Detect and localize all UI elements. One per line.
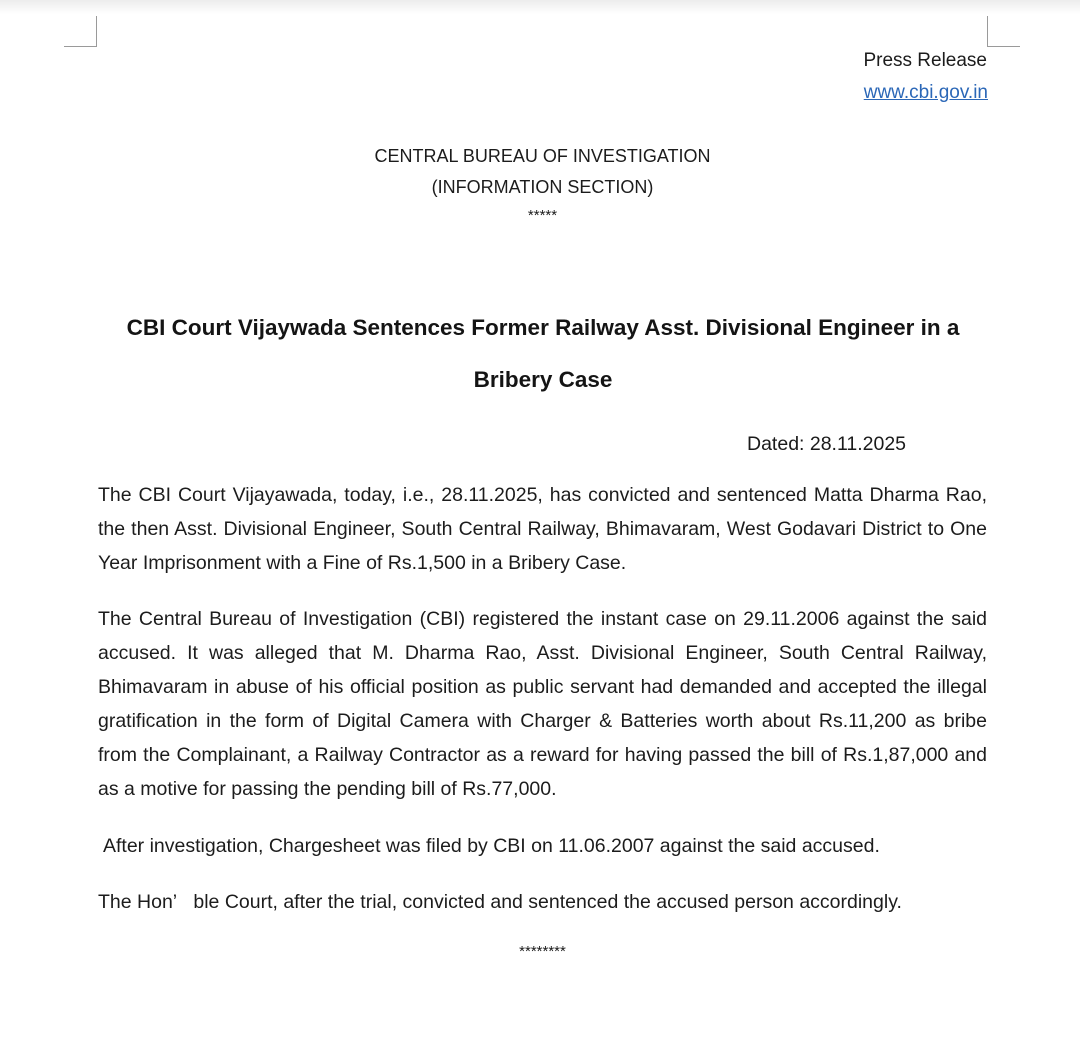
paragraph-verdict: The Hon’ ble Court, after the trial, convicted and sentenced the accused person accordingly.	[98, 891, 902, 913]
organization-section: (INFORMATION SECTION)	[431, 177, 654, 197]
margin-corner-mark-left	[64, 16, 97, 47]
page-top-shadow	[0, 0, 1080, 14]
end-marker: ********	[519, 943, 566, 960]
header-separator: *****	[527, 207, 558, 224]
website-link[interactable]: www.cbi.gov.in	[863, 82, 988, 103]
paragraph-chargesheet: After investigation, Chargesheet was filed by CBI on 11.06.2007 against the said accused.	[103, 835, 880, 857]
press-release-headline: CBI Court Vijaywada Sentences Former Railway Asst. Divisional Engineer in a Bribery Case	[126, 315, 960, 392]
organization-name: CENTRAL BUREAU OF INVESTIGATION	[374, 146, 711, 166]
paragraph-conviction: The CBI Court Vijayawada, today, i.e., 28.11.2025, has convicted and sentenced Matta Dharma Rao, the then Asst. Divisional Engineer, South Central Railway, Bhimavaram, West Godavari District to One Year Imprisonment with a Fine of Rs.1,500 in a Bribery Case.	[98, 484, 987, 574]
margin-corner-mark-right	[987, 16, 1020, 47]
release-date: Dated: 28.11.2025	[747, 433, 907, 455]
paragraph-case-details: The Central Bureau of Investigation (CBI) registered the instant case on 29.11.2006 against the said accused. It was alleged that M. Dharma Rao, Asst. Divisional Engineer, South Central Railway, Bhimavaram in abuse of his official position as public servant had demanded and accepted the illegal gratification in the form of Digital Camera with Charger & Batteries worth about Rs.11,200 as bribe from the Complainant, a Railway Contractor as a reward for having passed the bill of Rs.1,87,000 and as a motive for passing the pending bill of Rs.77,000.	[98, 608, 987, 800]
press-release-label: Press Release	[863, 50, 987, 71]
